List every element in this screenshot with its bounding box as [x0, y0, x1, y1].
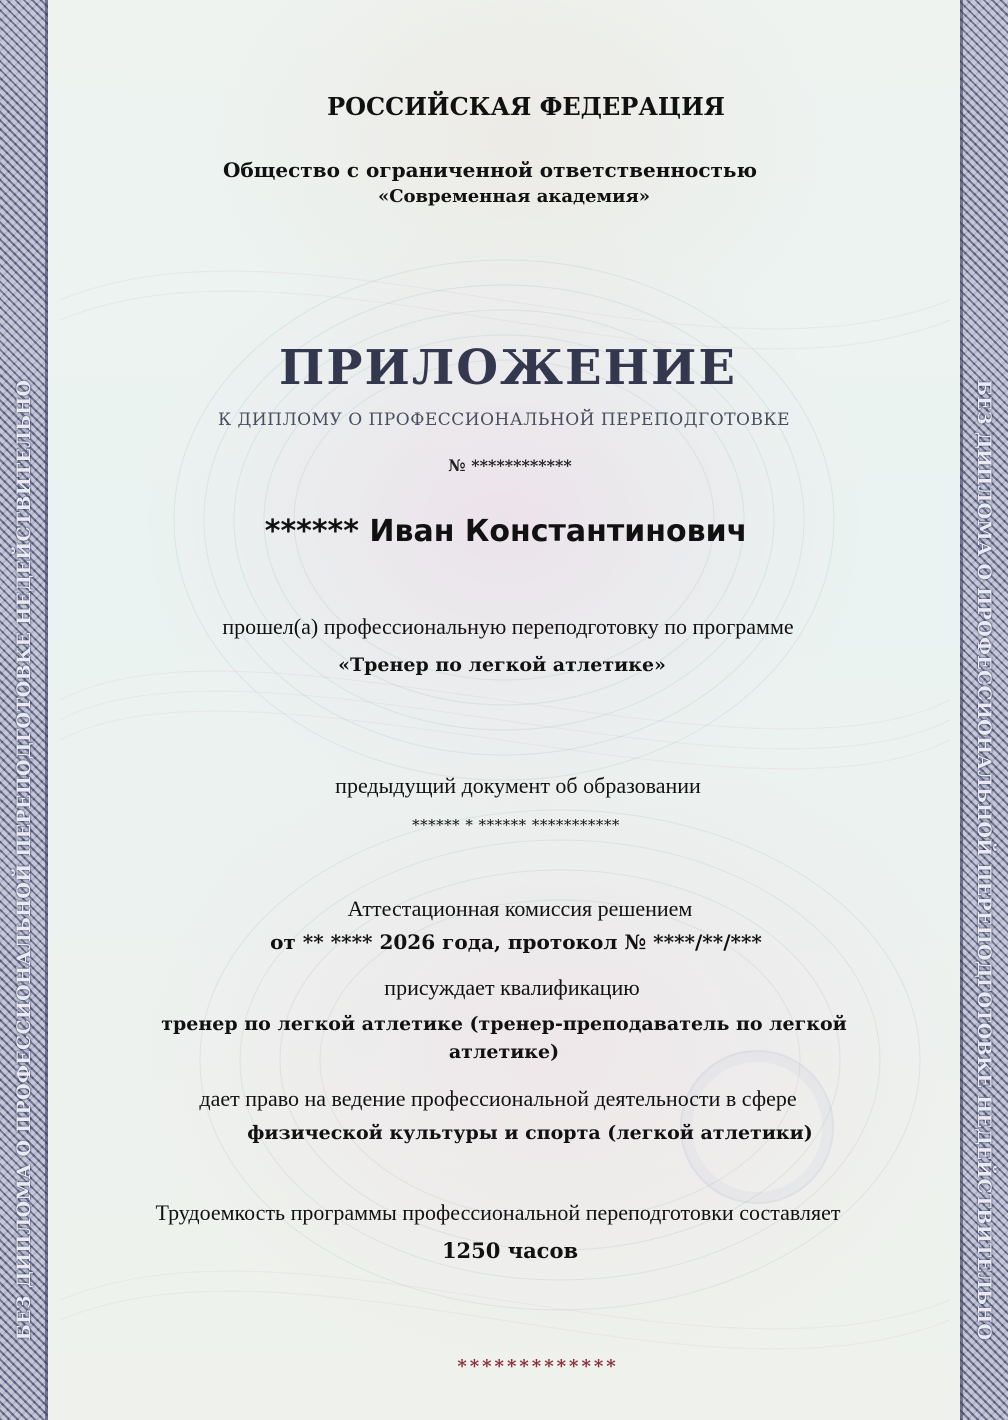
country-heading: РОССИЙСКАЯ ФЕДЕРАЦИЯ	[327, 92, 725, 121]
commission-text: Аттестационная комиссия решением	[347, 896, 693, 921]
professional-sphere: физической культуры и спорта (легкой атлетики)	[247, 1122, 813, 1144]
professional-right-text: дает право на ведение профессиональной деятельности в сфере	[199, 1086, 797, 1111]
previous-document-label: предыдущий документ об образовании	[335, 773, 701, 798]
organization-name: «Современная академия»	[377, 186, 651, 207]
labor-intensity-text: Трудоемкость программы профессиональной переподготовки составляет	[155, 1200, 841, 1225]
document-body	[60, 0, 948, 1420]
program-name: «Тренер по легкой атлетике»	[338, 654, 666, 676]
document-title: ПРИЛОЖЕНИЕ	[279, 340, 737, 396]
awards-qualification-text: присуждает квалификацию	[384, 975, 640, 1000]
recipient-name: ****** Иван Константинович	[264, 514, 748, 549]
labor-hours: 1250 часов	[441, 1238, 579, 1263]
border-caption-left: БЕЗ ДИПЛОМА О ПРОФЕССИОНАЛЬНОЙ ПЕРЕПОДГОТОВКЕ НЕДЕЙСТВИТЕЛЬНО	[13, 379, 35, 1341]
serial-number: *************	[457, 1356, 619, 1377]
previous-document-value: ****** * ****** ***********	[412, 816, 620, 834]
commission-decision: от ** **** 2026 года, протокол № ****/**/***	[270, 930, 762, 954]
organization-type: Общество с ограниченной ответственностью	[222, 158, 758, 182]
qualification-name: тренер по легкой атлетике (тренер-преподаватель по легкой атлетике)	[161, 1013, 847, 1063]
passed-program-text: прошел(а) профессиональную переподготовку по программе	[222, 614, 794, 639]
border-caption-right: БЕЗ ДИПЛОМА О ПРОФЕССИОНАЛЬНОЙ ПЕРЕПОДГОТОВКЕ НЕДЕЙСТВИТЕЛЬНО	[973, 379, 995, 1341]
document-number: № ************	[448, 456, 572, 475]
document-subtitle: К ДИПЛОМУ О ПРОФЕССИОНАЛЬНОЙ ПЕРЕПОДГОТОВКЕ	[217, 410, 791, 430]
